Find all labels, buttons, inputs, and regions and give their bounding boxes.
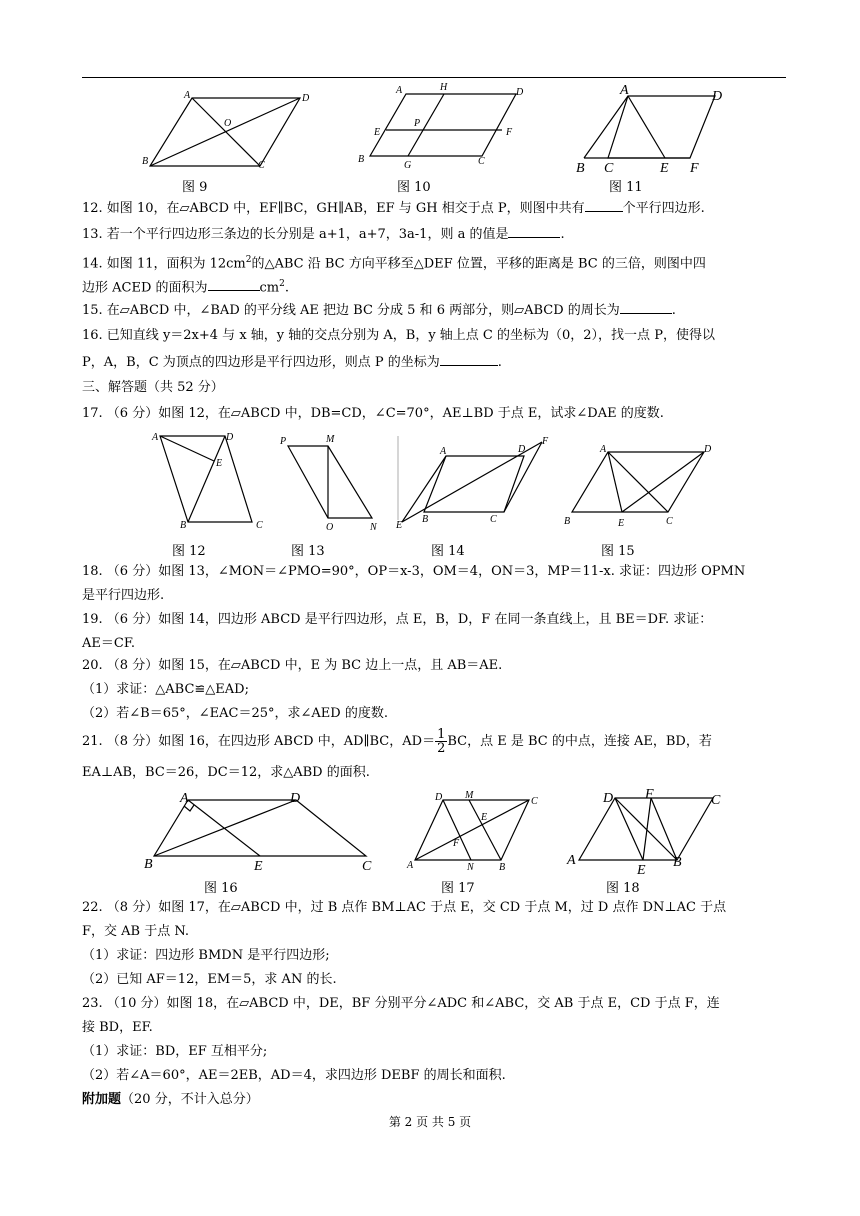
figure-18 [565,786,735,876]
page-footer: 第 2 页 共 5 页 [388,1115,472,1129]
fig15-segment-ed [622,452,704,512]
question-22-line1: 22. （8 分）如图 17，在▱ABCD 中，过 B 点作 BM⊥AC 于点 E，交 CD 于点 M，过 D 点作 DN⊥AC 于点 [82,900,727,915]
fig14-label-b: B [422,514,429,525]
fig11-caption: 图 11 [609,180,643,195]
question-13: 13. 若一个平行四边形三条边的长分别是 a+1，a+7，3a-1，则 a 的值是 . [82,227,565,242]
question-23-part1: （1）求证：BD，EF 互相平分; [82,1044,268,1059]
fig17-label-d: D [435,792,443,803]
fig10-label-a: A [396,85,403,96]
fig9-label-b: B [142,156,149,167]
figure-16 [140,790,380,875]
fig11-parallelogram [608,96,715,158]
fig10-caption: 图 10 [397,180,431,195]
fig17-label-a: A [407,860,414,871]
fig15-label-a: A [600,444,607,455]
fig17-label-n: N [467,862,474,873]
fig14-label-d: D [518,444,526,455]
fig17-segment-bm [469,800,501,860]
fig9-diagonal-bd [150,98,300,166]
fig16-label-b: B [144,857,153,872]
fig16-label-d: D [290,791,301,806]
fig16-label-c: C [362,859,372,874]
fig11-label-a: A [620,83,629,98]
fig10-label-g: G [404,160,412,171]
fig15-segment-ae [608,452,622,512]
question-17: 17. （6 分）如图 12，在▱ABCD 中，DB=CD，∠C=70°，AE⊥BD 于点 E，试求∠DAE 的度数. [82,406,664,421]
fig18-label-e: E [637,863,646,878]
fig10-label-h: H [440,82,448,93]
q12-answer-blank[interactable] [585,199,623,212]
fig17-diagonal-ac [415,800,529,860]
fig18-segment-ef [643,798,651,860]
fig14-caption: 图 14 [431,544,465,559]
figure-14 [392,432,562,532]
question-21-line2: EA⊥AB，BC＝26，DC＝12，求△ABD 的面积. [82,765,370,780]
fig10-label-b: B [358,154,365,165]
fig13-label-o: O [326,522,334,533]
figure-17 [405,790,555,875]
question-19-line1: 19. （6 分）如图 14，四边形 ABCD 是平行四边形，点 E，B，D，F 在同一条直线上，且 BE＝DF. 求证： [82,612,713,627]
question-20-part1: （1）求证：△ABC≌△EAD; [82,682,249,697]
fig15-segment-ac [608,452,668,512]
fig12-label-d: D [226,432,234,443]
fig13-label-m: M [326,434,335,445]
fig11-side-ae [628,96,665,158]
question-14-line2: 边形 ACED 的面积为 $cm^2$. [82,279,289,296]
fraction-one-half: $\frac{1}{2}$ [437,727,446,756]
bonus-heading: 附加题（20 分，不计入总分） [82,1092,259,1107]
fig9-label-c: C [258,160,265,171]
fig15-label-e: E [618,518,625,529]
fig16-label-e: E [254,859,263,874]
fig9-label-a: A [184,90,191,101]
fig13-label-p: P [280,436,287,447]
fig17-caption: 图 17 [441,881,475,896]
fig12-label-b: B [180,520,187,531]
fig12-label-a: A [152,432,159,443]
question-20-part2: （2）若∠B＝65°，∠EAC＝25°，求∠AED 的度数. [82,706,388,721]
question-23-line1: 23. （10 分）如图 18，在▱ABCD 中，DE，BF 分别平分∠ADC 和∠ABC，交 AB 于点 E，CD 于点 F，连 [82,996,720,1011]
fig9-label-d: D [302,93,310,104]
fig17-label-b: B [499,862,506,873]
fig10-label-e: E [374,127,381,138]
fig18-caption: 图 18 [606,881,640,896]
question-18-line1: 18. （6 分）如图 13，∠MON＝∠PMO=90°，OP＝x-3，OM＝4，ON＝3，MP＝11-x. 求证：四边形 OPMN [82,564,746,579]
question-16-line1: 16. 已知直线 y＝2x+4 与 x 轴，y 轴的交点分别为 A，B，y 轴上点 C 的坐标为（0，2），找一点 P，使得以 [82,328,715,343]
question-22-line2: F，交 AB 于点 N. [82,924,190,939]
fig12-caption: 图 12 [172,544,206,559]
fig14-label-e: E [396,520,403,531]
fig14-label-a: A [440,446,447,457]
question-22-part1: （1）求证：四边形 BMDN 是平行四边形; [82,948,330,963]
question-19-line2: AE＝CF. [82,636,135,651]
fig10-label-c: C [478,156,485,167]
figure-11 [570,80,740,176]
q15-answer-blank[interactable] [620,301,672,314]
section-3-heading: 三、解答题（共 52 分） [82,380,224,395]
question-15: 15. 在▱ABCD 中，∠BAD 的平分线 AE 把边 BC 分成 5 和 6 两部分，则▱ABCD 的周长为 . [82,303,676,318]
fig16-trapezoid [154,800,366,856]
fig15-caption: 图 15 [601,544,635,559]
figure-13 [280,436,380,531]
fig18-segment-bd [615,798,677,860]
q14-answer-blank[interactable] [208,278,260,291]
fig15-label-d: D [704,444,712,455]
fig17-segment-dn [443,800,471,860]
fig17-label-e: E [481,812,488,823]
fig16-caption: 图 16 [204,881,238,896]
fig11-label-d: D [712,89,723,104]
fig18-label-f: F [645,787,654,802]
question-23-part2: （2）若∠A＝60°，AE＝2EB，AD＝4，求四边形 DEBF 的周长和面积. [82,1068,506,1083]
fig11-label-b: B [576,161,585,176]
fig12-label-e: E [216,458,223,469]
question-14-line1: 14. 如图 11，面积为 $12cm^2$的△ABC 沿 BC 方向平移至△DEF 位置，平移的距离是 BC 的三倍，则图中四 [82,255,706,272]
fig13-label-n: N [370,522,377,533]
question-20: 20. （8 分）如图 15，在▱ABCD 中，E 为 BC 边上一点，且 AB＝AE. [82,658,503,673]
fig11-side-ab [584,96,628,158]
fig12-segment-ae [160,436,214,461]
fig17-label-m: M [465,790,474,801]
fig10-parallelogram [370,94,516,156]
fig10-label-f: F [506,127,513,138]
fig18-segment-bf [651,798,677,860]
fig11-label-c: C [604,161,614,176]
question-21-line1: 21. （8 分）如图 16，在四边形 ABCD 中，AD∥BC，AD＝ $\frac{1}{2}$ BC，点 E 是 BC 的中点，连接 AE，BD，若 [82,727,712,756]
fig9-caption: 图 9 [182,180,208,195]
q13-answer-blank[interactable] [508,225,560,238]
fig13-quadrilateral [288,446,372,518]
fig10-label-p: P [414,118,421,129]
fig13-caption: 图 13 [291,544,325,559]
fig16-label-a: A [180,791,189,806]
figure-9 [140,88,320,178]
fig18-label-b: B [673,855,682,870]
fig11-label-f: F [690,161,699,176]
question-22-part2: （2）已知 AF＝12，EM＝5，求 AN 的长. [82,972,337,987]
fig10-label-d: D [516,87,524,98]
figure-12 [150,428,270,538]
fig18-segment-de [615,798,643,860]
fig16-segment-bd [154,800,296,856]
fig12-label-c: C [256,520,263,531]
fig17-label-f: F [453,838,460,849]
fig9-label-o: O [224,118,232,129]
header-rule [82,77,786,78]
fig18-label-c: C [711,793,721,808]
question-23-line2: 接 BD，EF. [82,1020,153,1035]
fig14-label-c: C [490,514,497,525]
fig18-label-d: D [603,791,614,806]
fig15-label-b: B [564,516,571,527]
question-12: 12. 如图 10，在▱ABCD 中，EF∥BC，GH∥AB，EF 与 GH 相交于点 P，则图中共有 个平行四边形. [82,201,705,216]
question-16-line2: P，A，B，C 为顶点的四边形是平行四边形，则点 P 的坐标为 . [82,355,502,370]
figure-10 [350,82,540,172]
fig12-diagonal-bd [188,436,225,522]
q16-answer-blank[interactable] [440,353,498,366]
question-18-line2: 是平行四边形. [82,588,165,603]
fig17-label-c: C [531,796,538,807]
fig11-label-e: E [660,161,669,176]
fig14-label-f: F [542,436,549,447]
fig15-label-c: C [666,516,673,527]
fig18-label-a: A [567,853,576,868]
figure-15 [560,440,720,530]
